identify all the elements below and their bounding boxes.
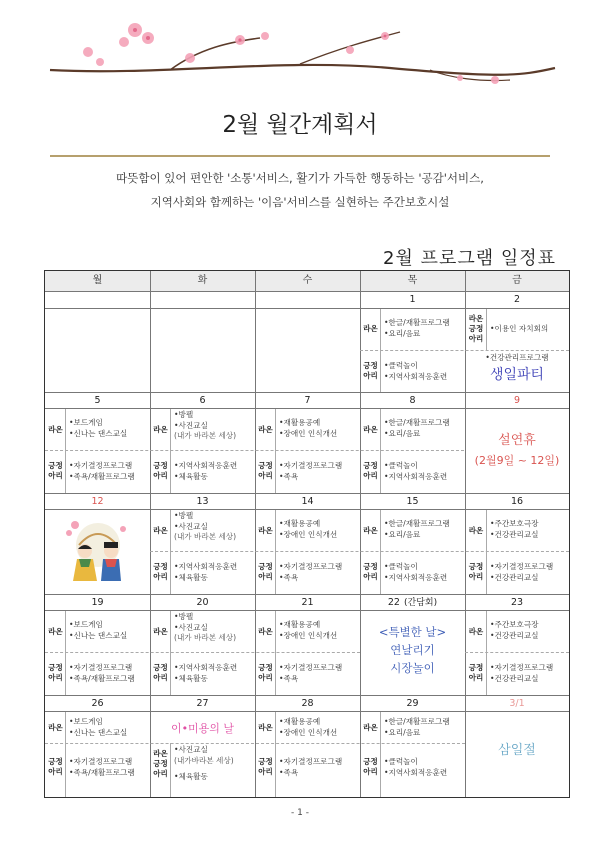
label-divider xyxy=(486,309,487,350)
program-item: •장애인 인식개선 xyxy=(279,428,338,438)
program-list xyxy=(174,461,237,482)
special-day-item: 시장놀이 xyxy=(390,661,435,675)
session-divider xyxy=(150,551,569,552)
group-label-gungjeong xyxy=(466,663,486,683)
date-22 xyxy=(360,595,465,611)
session-divider xyxy=(465,652,569,653)
label-line: 긍정 xyxy=(153,562,168,571)
group-label-laon: 라온 xyxy=(153,425,168,434)
program-item: •지역사회적응훈련 xyxy=(174,461,238,470)
label-divider xyxy=(170,611,171,695)
label-line: 라온 xyxy=(468,314,484,323)
date-5: 5 xyxy=(94,395,101,406)
label-divider xyxy=(275,510,276,594)
program-item: •체육활동 xyxy=(174,772,208,781)
program-item: •족욕/재활프로그램 xyxy=(69,673,135,683)
label-divider xyxy=(380,510,381,594)
date-14: 14 xyxy=(301,496,314,507)
program-item: •재활용공예 xyxy=(279,620,321,629)
date-1: 1 xyxy=(409,294,416,305)
program-list xyxy=(490,620,539,641)
program-list xyxy=(174,612,236,644)
program-item: •건강관리교실 xyxy=(490,529,539,539)
program-item: •건강관리교실 xyxy=(490,572,539,582)
program-item: •지역사회적응훈련 xyxy=(384,572,448,582)
program-list xyxy=(384,361,447,382)
program-list xyxy=(174,562,237,583)
date-15: 15 xyxy=(406,496,419,507)
date-28: 28 xyxy=(301,698,314,709)
group-label-laon: 라온 xyxy=(363,425,378,434)
group-label-laon: 라온 xyxy=(153,526,168,535)
program-item: •건강관리교실 xyxy=(490,673,539,683)
date-22-number: 22 xyxy=(387,597,400,608)
date-16: 16 xyxy=(510,496,524,507)
label-line: 긍정 xyxy=(363,461,378,470)
program-list xyxy=(279,562,342,583)
session-divider xyxy=(45,450,464,451)
label-line: 아리 xyxy=(48,767,63,776)
date-19: 19 xyxy=(91,597,104,608)
label-divider xyxy=(380,409,381,493)
weekday-fri: 금 xyxy=(512,275,522,286)
program-list xyxy=(384,757,447,778)
program-item: •자기결정프로그램 xyxy=(279,461,343,470)
program-item: •방펠 xyxy=(174,511,194,520)
date-8: 8 xyxy=(409,395,416,406)
program-item: •지역사회적응훈련 xyxy=(174,562,238,571)
program-list xyxy=(279,519,337,540)
label-line: 긍정 xyxy=(48,461,63,470)
group-label-gungjeong xyxy=(256,461,275,481)
program-item: •체육활동 xyxy=(174,572,208,582)
weekday-header-row xyxy=(45,271,569,292)
program-item: •주간보호극장 xyxy=(490,620,539,629)
session-divider xyxy=(45,652,360,653)
group-label-laon: 라온 xyxy=(48,627,63,636)
program-item: •자기결정프로그램 xyxy=(69,757,133,766)
program-item: •족욕 xyxy=(279,673,299,683)
label-line: 긍정 xyxy=(468,324,484,333)
program-item: •지역사회적응훈련 xyxy=(384,767,448,777)
label-line: 아리 xyxy=(363,371,378,380)
program-item: •한글/재활프로그램 xyxy=(384,318,450,327)
program-list xyxy=(174,511,236,543)
label-line: 아리 xyxy=(363,767,378,776)
intro-line-2: 지역사회와 함께하는 '이음'서비스를 실현하는 주간보호시설 xyxy=(150,195,450,209)
label-divider xyxy=(65,409,66,493)
group-label-laon: 라온 xyxy=(48,425,63,434)
label-line: 아리 xyxy=(468,572,484,581)
label-line: 아리 xyxy=(153,769,168,778)
program-list xyxy=(174,745,234,783)
date-23: 23 xyxy=(510,597,524,608)
label-line: 긍정 xyxy=(363,361,378,370)
program-item: •자기결정프로그램 xyxy=(279,663,343,672)
program-item: •클럭놀이 xyxy=(384,461,418,470)
label-line: 아리 xyxy=(363,471,378,480)
label-line: 긍정 xyxy=(363,562,378,571)
label-line: 긍정 xyxy=(153,759,168,768)
meeting-note: (간담회) xyxy=(403,598,438,608)
program-item: •신나는 댄스교실 xyxy=(69,428,128,438)
program-list xyxy=(279,663,342,684)
label-line: 아리 xyxy=(153,673,168,682)
label-line: 긍정 xyxy=(153,663,168,672)
program-item: •장애인 인식개선 xyxy=(279,529,338,539)
program-item: •자기결정프로그램 xyxy=(69,663,133,672)
group-label-gungjeong xyxy=(46,757,65,777)
label-line: 라온 xyxy=(153,749,168,758)
program-item: •재활용공예 xyxy=(279,519,321,528)
label-line: 긍정 xyxy=(468,663,484,672)
group-label-laon: 라온 xyxy=(363,324,378,333)
program-item: •주간보호극장 xyxy=(490,519,539,528)
date-6: 6 xyxy=(199,395,206,406)
program-item: (내가 바라본 세상) xyxy=(174,633,237,642)
program-item: •체육활동 xyxy=(174,471,208,481)
program-item: •자기결정프로그램 xyxy=(490,663,554,672)
label-line: 긍정 xyxy=(258,757,273,766)
group-label-gungjeong xyxy=(46,461,65,481)
program-item: •자기결정프로그램 xyxy=(490,562,554,571)
program-list xyxy=(490,519,539,540)
program-item: •족욕/재활프로그램 xyxy=(69,471,135,481)
date-21: 21 xyxy=(301,597,314,608)
program-item: •보드게임 xyxy=(69,418,103,427)
date-29: 29 xyxy=(406,698,419,709)
program-list xyxy=(490,562,553,583)
weekday-mon: 월 xyxy=(92,275,103,286)
label-line: 긍정 xyxy=(363,757,378,766)
program-item: •족욕/재활프로그램 xyxy=(69,767,135,777)
label-line: 긍정 xyxy=(153,461,168,470)
program-item: •자기결정프로그램 xyxy=(69,461,133,470)
group-label-laon: 라온 xyxy=(258,627,273,636)
program-list xyxy=(384,717,450,738)
program-item: •방펠 xyxy=(174,612,194,621)
date-2: 2 xyxy=(513,294,521,305)
page-title: 2월 월간계획서 xyxy=(222,112,378,138)
date-13: 13 xyxy=(196,496,209,507)
program-list xyxy=(384,519,450,540)
program-item: •지역사회적응훈련 xyxy=(384,471,448,481)
label-divider xyxy=(380,712,381,797)
program-list xyxy=(279,717,337,738)
program-item: •요리/음료 xyxy=(384,428,421,438)
date-26: 26 xyxy=(91,698,104,709)
program-list xyxy=(69,418,127,439)
group-label-gungjeong xyxy=(466,562,486,582)
label-line: 아리 xyxy=(258,673,273,682)
program-list xyxy=(279,620,337,641)
program-item: •사진교실 xyxy=(174,420,208,430)
program-item: •요리/음료 xyxy=(384,328,421,338)
label-divider xyxy=(275,712,276,797)
label-line: 아리 xyxy=(48,471,63,480)
label-line: 아리 xyxy=(468,673,484,682)
program-item: (내가 바라본 세상) xyxy=(174,431,237,440)
date-27: 27 xyxy=(196,698,209,709)
program-list xyxy=(279,461,342,482)
special-day-block xyxy=(360,623,465,677)
label-line: 긍정 xyxy=(48,663,63,672)
group-label-laon: 라온 xyxy=(468,526,484,535)
group-label-gungjeong xyxy=(256,757,275,777)
label-divider xyxy=(275,611,276,695)
birthday-block xyxy=(465,353,569,384)
program-list xyxy=(384,461,447,482)
group-label-gungjeong xyxy=(151,663,170,683)
program-list xyxy=(384,418,450,439)
label-divider xyxy=(65,712,66,797)
group-label-gungjeong xyxy=(361,562,380,582)
date-9: 9 xyxy=(513,395,521,406)
title-divider xyxy=(50,155,550,157)
program-item: •재활용공예 xyxy=(279,717,321,726)
holiday-block xyxy=(465,431,569,471)
date-row-divider xyxy=(45,308,569,309)
holiday-range: (2월9일 ~ 12일) xyxy=(474,454,560,467)
group-label-gungjeong xyxy=(46,663,65,683)
program-item: •족욕 xyxy=(279,767,299,777)
label-divider xyxy=(170,743,171,797)
program-list xyxy=(69,663,135,684)
group-label-gungjeong xyxy=(361,361,380,381)
program-list xyxy=(490,663,553,684)
program-item: •체육활동 xyxy=(174,673,208,683)
date-12: 12 xyxy=(91,496,104,507)
weekday-tue: 화 xyxy=(197,275,208,286)
program-item: (내가바라본 세상) xyxy=(174,755,234,765)
program-item: •요리/음료 xyxy=(384,529,421,539)
group-label-combined xyxy=(151,749,170,779)
label-divider xyxy=(65,611,66,695)
group-label-laon: 라온 xyxy=(258,723,273,732)
program-item: •재활용공예 xyxy=(279,418,321,427)
new-year-children-illustration xyxy=(59,515,137,587)
program-item: •이용인 자치회의 xyxy=(490,324,549,333)
group-label-laon: 라온 xyxy=(258,526,273,535)
program-list xyxy=(174,663,237,684)
program-item: •클럭놀이 xyxy=(384,757,418,766)
program-item: •자기결정프로그램 xyxy=(279,562,343,571)
group-label-laon: 라온 xyxy=(468,627,484,636)
label-line: 아리 xyxy=(258,471,273,480)
program-item: •건강관리프로그램 xyxy=(485,353,549,362)
program-item: •자기결정프로그램 xyxy=(279,757,343,766)
label-line: 아리 xyxy=(153,471,168,480)
group-label-gungjeong xyxy=(151,461,170,481)
label-line: 긍정 xyxy=(258,461,273,470)
cherry-blossom-branch-illustration xyxy=(40,18,560,88)
label-line: 아리 xyxy=(48,673,63,682)
group-label-gungjeong xyxy=(361,461,380,481)
program-item: •요리/음료 xyxy=(384,727,421,737)
program-list xyxy=(69,717,127,738)
program-item: •족욕 xyxy=(279,572,299,582)
weekday-thu: 목 xyxy=(407,275,418,286)
label-divider xyxy=(486,611,487,695)
calendar-table xyxy=(44,270,570,798)
label-divider xyxy=(486,510,487,594)
program-item: •지역사회적응훈련 xyxy=(174,663,238,672)
program-list xyxy=(174,410,236,442)
group-label-combined xyxy=(466,314,486,344)
program-item: •사진교실 xyxy=(174,622,208,632)
group-label-laon: 라온 xyxy=(258,425,273,434)
program-item: •장애인 인식개선 xyxy=(279,727,338,737)
program-item: •보드게임 xyxy=(69,717,103,726)
label-line: 긍정 xyxy=(468,562,484,571)
label-line: 긍정 xyxy=(258,562,273,571)
group-label-laon: 라온 xyxy=(153,627,168,636)
program-item: •사진교실 xyxy=(174,745,208,754)
label-divider xyxy=(275,409,276,493)
date-20: 20 xyxy=(196,597,209,608)
program-item: •한글/재활프로그램 xyxy=(384,418,450,427)
label-line: 아리 xyxy=(468,334,484,343)
group-label-laon: 라온 xyxy=(48,723,63,732)
program-item: •한글/재활프로그램 xyxy=(384,717,450,726)
weekday-wed: 수 xyxy=(302,275,313,286)
birthday-party-label: 생일파티 xyxy=(489,366,545,383)
special-day-title: <특별한 날> xyxy=(378,625,447,639)
intro-line-1: 따뜻함이 있어 편안한 '소통'서비스, 활기가 가득한 행동하는 '공감'서비스, xyxy=(116,171,484,185)
program-item: •보드게임 xyxy=(69,620,103,629)
date-3-1: 3/1 xyxy=(509,698,525,709)
program-item: (내가 바라본 세상) xyxy=(174,532,237,541)
session-divider xyxy=(360,350,569,351)
label-line: 아리 xyxy=(258,767,273,776)
holiday-label: 설연휴 xyxy=(498,433,536,448)
program-list xyxy=(69,620,127,641)
label-line: 긍정 xyxy=(48,757,63,766)
group-label-gungjeong xyxy=(256,562,275,582)
program-item: •건강관리교실 xyxy=(490,630,539,640)
program-list xyxy=(279,418,337,439)
date-7: 7 xyxy=(304,395,311,406)
program-list xyxy=(69,461,135,482)
program-item: •클럭놀이 xyxy=(384,361,418,370)
program-item: •신나는 댄스교실 xyxy=(69,630,128,640)
group-label-gungjeong xyxy=(361,757,380,777)
session-divider xyxy=(45,743,465,744)
program-item: •족욕 xyxy=(279,471,299,481)
program-list xyxy=(384,318,450,339)
program-list xyxy=(69,757,135,778)
page-number: - 1 - xyxy=(291,808,309,818)
beauty-day-label: 이•미용의 날 xyxy=(170,722,235,735)
schedule-title: 2월 프로그램 일정표 xyxy=(383,248,556,269)
program-item: •지역사회적응훈련 xyxy=(384,371,448,381)
label-line: 긍정 xyxy=(258,663,273,672)
group-label-gungjeong xyxy=(151,562,170,582)
group-label-laon: 라온 xyxy=(363,526,378,535)
program-item: •신나는 댄스교실 xyxy=(69,727,128,737)
label-line: 아리 xyxy=(363,572,378,581)
label-divider xyxy=(170,409,171,493)
label-line: 아리 xyxy=(153,572,168,581)
label-divider xyxy=(380,309,381,392)
samiljeol-holiday-label: 삼일절 xyxy=(498,743,536,758)
program-list xyxy=(279,757,342,778)
program-item: •한글/재활프로그램 xyxy=(384,519,450,528)
program-list xyxy=(384,562,447,583)
program-item: •방펠 xyxy=(174,410,194,419)
group-label-laon: 라온 xyxy=(363,723,378,732)
label-line: 아리 xyxy=(258,572,273,581)
group-label-gungjeong xyxy=(256,663,275,683)
label-divider xyxy=(170,510,171,594)
program-item: •장애인 인식개선 xyxy=(279,630,338,640)
program-item: •사진교실 xyxy=(174,521,208,531)
program-item: •클럭놀이 xyxy=(384,562,418,571)
special-day-item: 연날리기 xyxy=(390,643,435,657)
